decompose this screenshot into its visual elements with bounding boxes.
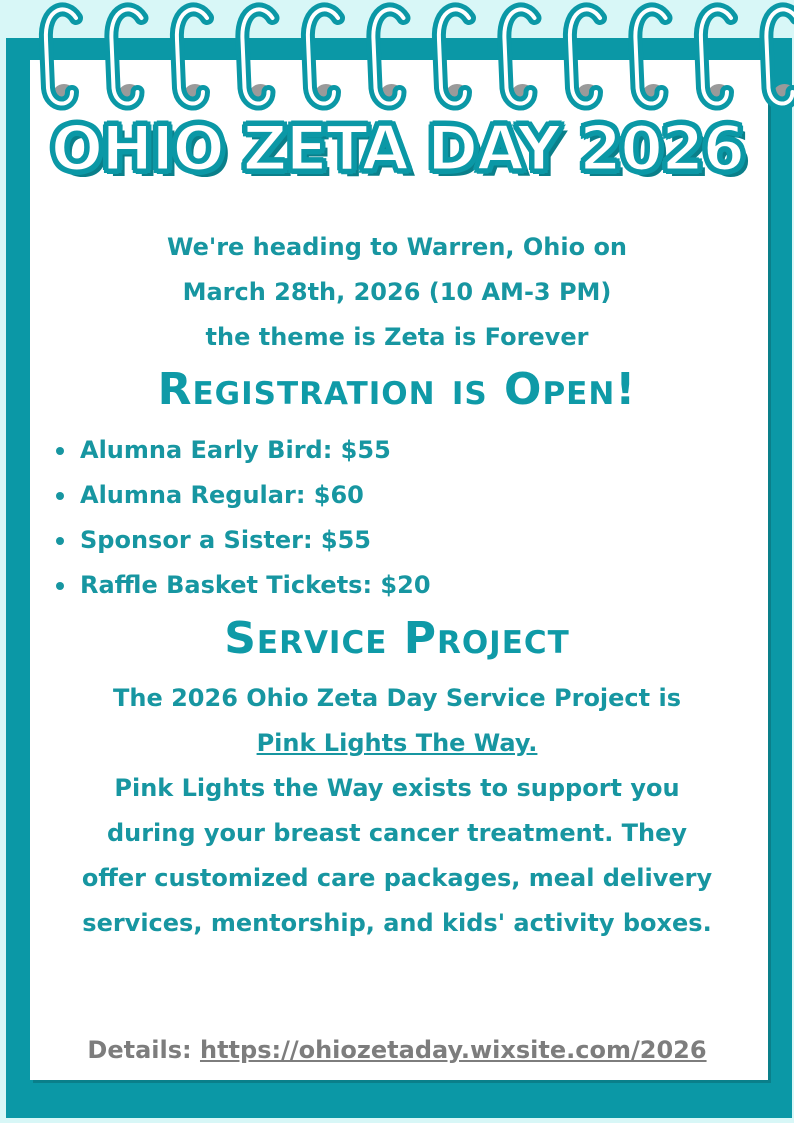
service-line: during your breast cancer treatment. They xyxy=(106,819,688,847)
service-description xyxy=(50,676,744,946)
intro-theme: the theme is Zeta is Forever xyxy=(205,323,589,351)
registration-heading: Registration is Open! xyxy=(157,364,637,415)
event-intro xyxy=(60,225,734,360)
details-line xyxy=(0,1036,794,1064)
list-item xyxy=(52,518,652,563)
spiral-binding-icon xyxy=(0,0,794,115)
price-item-label: Sponsor a Sister: $55 xyxy=(80,526,371,554)
service-heading: Service Project xyxy=(224,613,570,664)
bullet-icon xyxy=(56,447,64,455)
details-url-link[interactable]: https://ohiozetaday.wixsite.com/2026 xyxy=(199,1036,707,1064)
bullet-icon xyxy=(56,537,64,545)
price-item-label: Alumna Early Bird: $55 xyxy=(80,436,391,464)
list-item xyxy=(52,428,652,473)
intro-date: March 28th, 2026 (10 AM-3 PM) xyxy=(182,278,612,306)
list-item xyxy=(52,473,652,518)
pink-lights-link[interactable]: Pink Lights The Way. xyxy=(256,729,538,757)
price-item-label: Raffle Basket Tickets: $20 xyxy=(80,571,431,599)
bullet-icon xyxy=(56,582,64,590)
details-label: Details: xyxy=(87,1036,192,1064)
price-list xyxy=(52,428,652,608)
price-item-label: Alumna Regular: $60 xyxy=(80,481,364,509)
intro-location: We're heading to Warren, Ohio on xyxy=(166,233,628,261)
page-title: OHIO ZETA DAY 2026 xyxy=(50,112,744,185)
list-item xyxy=(52,563,652,608)
service-line: offer customized care packages, meal delivery xyxy=(81,864,713,892)
service-line: services, mentorship, and kids' activity boxes. xyxy=(82,909,712,937)
bullet-icon xyxy=(56,492,64,500)
service-line: The 2026 Ohio Zeta Day Service Project is xyxy=(113,684,681,712)
service-line: Pink Lights the Way exists to support you xyxy=(114,774,680,802)
